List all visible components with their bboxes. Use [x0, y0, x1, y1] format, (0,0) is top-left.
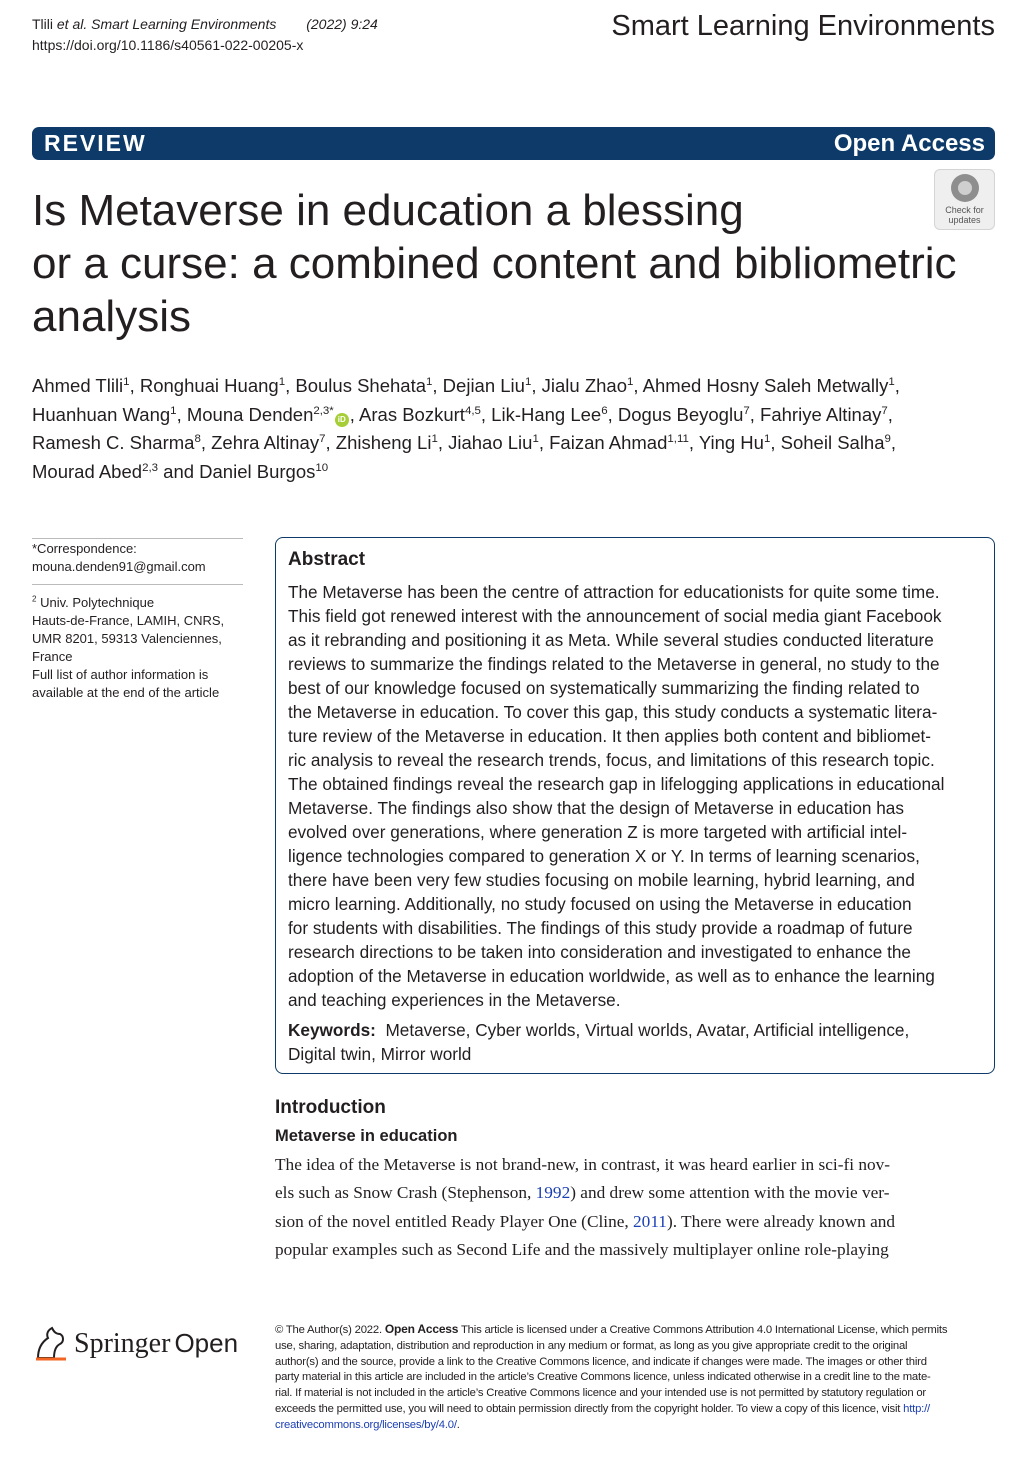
abstract-line: the Metaverse in education. To cover this gap, this study conducts a systematic litera- [288, 702, 938, 722]
author-name: , Ahmed Hosny Saleh Metwally [633, 375, 889, 396]
affiliation-line: Univ. Polytechnique [40, 595, 155, 610]
author-name: , Boulus Shehata [285, 375, 427, 396]
author-list [32, 372, 1002, 486]
abstract-line: there have been very few studies focusing on mobile learning, hybrid learning, and [288, 870, 915, 890]
abstract-line: evolved over generations, where generation Z is more targeted with artificial intel- [288, 822, 908, 842]
license-line: exceeds the permitted use, you will need to obtain permission directly from the copyright holder. To view a copy of this licence, visit http:// [275, 1402, 930, 1415]
author-line [32, 372, 1002, 401]
author-name: Mourad Abed [32, 460, 143, 482]
sidebar-divider [32, 584, 243, 585]
license-link[interactable]: http:// [903, 1402, 930, 1415]
affiliation-number: 1 [763, 432, 771, 445]
affiliation-sup: 2 [32, 594, 37, 604]
author-line [32, 429, 1002, 458]
affiliation-line: Full list of author information is [32, 667, 209, 682]
affiliation-number: 7 [743, 404, 750, 417]
author-name: , Lik-Hang Lee [480, 403, 602, 425]
author-name: Huanhuan Wang [32, 403, 171, 425]
correspondence-label: *Correspondence: [32, 541, 137, 556]
running-header [32, 14, 378, 56]
check-updates-icon [951, 174, 979, 202]
abstract-line: This field got renewed interest with the announcement of social media giant Facebook [288, 606, 942, 626]
author-line [32, 401, 1002, 430]
author-name: , Ronghuai Huang [129, 375, 279, 396]
citation-authors: Tlili [32, 16, 53, 32]
affiliation-number: 1 [888, 375, 895, 388]
citation-etal: et al. [56, 16, 88, 32]
license-line: party material in this article are included in the article’s Creative Commons licence, unless indicated otherwise in a credit line to the mate- [275, 1371, 931, 1384]
article-title [32, 184, 982, 343]
affiliation-number: 1 [426, 375, 433, 388]
affiliation-number: 8 [194, 432, 201, 445]
author-name: , Jiahao Liu [437, 432, 533, 453]
keywords-label: Keywords: [288, 1020, 376, 1040]
license-line: use, sharing, adaptation, distribution and reproduction in any medium or format, as long as you give appropriate credit to the original [275, 1339, 908, 1352]
license-line: creativecommons.org/licenses/by/4.0/. [275, 1418, 460, 1431]
license-line: author(s) and the source, provide a link to the Creative Commons licence, and indicate if changes were made. The images or other third [275, 1355, 927, 1368]
affiliation-number: 1 [431, 432, 438, 445]
author-name: , [887, 403, 893, 425]
citation-year: (2022) 9:24 [306, 16, 378, 32]
article-type-label: REVIEW [44, 130, 147, 156]
body-line: popular examples such as Second Life and the massively multiplayer online role-playing [275, 1239, 889, 1259]
affiliation-number: 7 [319, 432, 326, 445]
abstract-line: micro learning. Additionally, no study focused on using the Metaverse in education [288, 894, 912, 914]
affiliation-number: 2,3 [142, 461, 159, 474]
abstract-line: The obtained findings reveal the research gap in lifelogging applications in educational [288, 774, 945, 794]
open-access-label: Open Access [833, 130, 985, 157]
license-link[interactable]: creativecommons.org/licenses/by/4.0/ [275, 1418, 457, 1431]
body-line: sion of the novel entitled Ready Player One (Cline, 2011). There were already known and [275, 1211, 896, 1231]
keywords-line: Digital twin, Mirror world [288, 1044, 472, 1064]
license-line: © The Author(s) 2022. Open Access This article is licensed under a Creative Commons Attribution 4.0 International License, which permits [275, 1322, 948, 1336]
citation-link[interactable]: 1992 [535, 1183, 571, 1203]
author-name: , Dejian Liu [432, 375, 525, 396]
author-name: , Zhisheng Li [325, 432, 432, 453]
author-name: and Daniel Burgos [158, 460, 316, 482]
doi-link[interactable]: https://doi.org/10.1186/s40561-022-00205-x [32, 37, 304, 53]
logo-text: Springer Open [74, 1328, 239, 1359]
affiliation-number: 1 [532, 432, 539, 445]
check-updates-line1: Check for [945, 205, 984, 215]
author-name: , Jialu Zhao [531, 375, 627, 396]
abstract-line: research directions to be taken into consideration and investigated to enhance the [288, 942, 911, 962]
abstract-line: Metaverse. The findings also show that the design of Metaverse in education has [288, 798, 904, 818]
citation-journal: Smart Learning Environments [91, 16, 277, 32]
affiliation [32, 594, 243, 702]
author-name: , [894, 375, 900, 396]
journal-name: Smart Learning Environments [611, 10, 995, 42]
keywords [288, 1018, 988, 1066]
abstract-line: ture review of the Metaverse in education. It then applies both content and bibliomet- [288, 726, 932, 746]
author-name: Ahmed Tlili [32, 375, 124, 396]
author-name: , Fahriye Altinay [749, 403, 882, 425]
abstract-body [288, 580, 988, 1012]
section-heading: Introduction [275, 1097, 386, 1118]
title-line: Is Metaverse in education a blessing [32, 186, 744, 235]
affiliation-number: 1 [278, 375, 286, 388]
affiliation-line: France [32, 649, 73, 664]
abstract-line: reviews to summarize the findings related to the Metaverse in general, no study to the [288, 654, 940, 674]
correspondence-email[interactable]: mouna.denden91@gmail.com [32, 559, 206, 574]
sidebar-divider [32, 538, 243, 539]
correspondence-sidebar [32, 540, 243, 702]
affiliation-number: 10 [315, 461, 329, 474]
citation-link[interactable]: 2011 [633, 1211, 667, 1231]
springer-horse-icon [32, 1324, 72, 1362]
author-name: , [890, 432, 897, 453]
abstract-line: The Metaverse has been the centre of attraction for educationists for quite some time. [288, 582, 940, 602]
author-name: , Mouna Denden [176, 403, 314, 425]
orcid-icon[interactable]: iD [335, 413, 349, 427]
title-line: or a curse: a combined content and bibliometric [32, 239, 957, 288]
abstract-heading: Abstract [288, 549, 366, 570]
abstract-line: ligence technologies compared to generation X or Y. In terms of learning scenarios, [288, 846, 920, 866]
affiliation-number: 9 [884, 432, 891, 445]
affiliation-number: 1,11 [667, 432, 689, 445]
check-for-updates-button[interactable] [934, 169, 995, 230]
license-statement [275, 1322, 997, 1434]
author-name: , Dogus Beyoglu [607, 403, 744, 425]
affiliation-number: 6 [601, 404, 608, 417]
abstract-line: adoption of the Metaverse in education worldwide, as well as to enhance the learning [288, 966, 935, 986]
author-line [32, 458, 1002, 487]
springer-open-logo[interactable] [32, 1322, 252, 1366]
affiliation-number: 4,5 [464, 404, 481, 417]
affiliation-line: UMR 8201, 59313 Valenciennes, [32, 631, 222, 646]
affiliation-number: 1 [524, 375, 532, 388]
abstract-line: best of our knowledge focused on systematically summarizing the finding related to [288, 678, 920, 698]
check-updates-line2: updates [948, 215, 981, 225]
author-name: , Aras Bozkurt [349, 403, 465, 425]
introduction-body [275, 1151, 995, 1264]
author-name: , Soheil Salha [770, 432, 885, 453]
subsection-heading: Metaverse in education [275, 1127, 458, 1145]
author-name: , Ying Hu [688, 432, 764, 453]
affiliation-line: Hauts-de-France, LAMIH, CNRS, [32, 613, 225, 628]
abstract-line: for students with disabilities. The findings of this study provide a roadmap of future [288, 918, 913, 938]
author-name: , Zehra Altinay [200, 432, 320, 453]
affiliation-number: 1 [123, 375, 130, 388]
affiliation-number: 1 [170, 404, 177, 417]
affiliation-line: available at the end of the article [32, 685, 220, 700]
keywords-line: Metaverse, Cyber worlds, Virtual worlds, Avatar, Artificial intelligence, [385, 1020, 910, 1040]
author-name: Ramesh C. Sharma [32, 432, 195, 453]
body-line: els such as Snow Crash (Stephenson, 1992) and drew some attention with the movie ver- [275, 1183, 890, 1203]
author-name: , Faizan Ahmad [538, 432, 668, 453]
abstract-line: and teaching experiences in the Metaverse. [288, 990, 621, 1010]
body-line: The idea of the Metaverse is not brand-new, in contrast, it was heard earlier in sci-fi nov- [275, 1155, 891, 1174]
abstract-line: as it rebranding and positioning it as Meta. While several studies conducted literature [288, 630, 934, 650]
license-line: rial. If material is not included in the article’s Creative Commons licence and your intended use is not permitted by statutory regulation or [275, 1387, 926, 1400]
affiliation-number: 7 [881, 404, 888, 417]
affiliation-number: 1 [627, 375, 634, 388]
title-line: analysis [32, 292, 191, 341]
abstract-line: ric analysis to reveal the research trends, focus, and limitations of this research topic. [288, 750, 935, 770]
affiliation-number: 2,3* [313, 404, 334, 417]
